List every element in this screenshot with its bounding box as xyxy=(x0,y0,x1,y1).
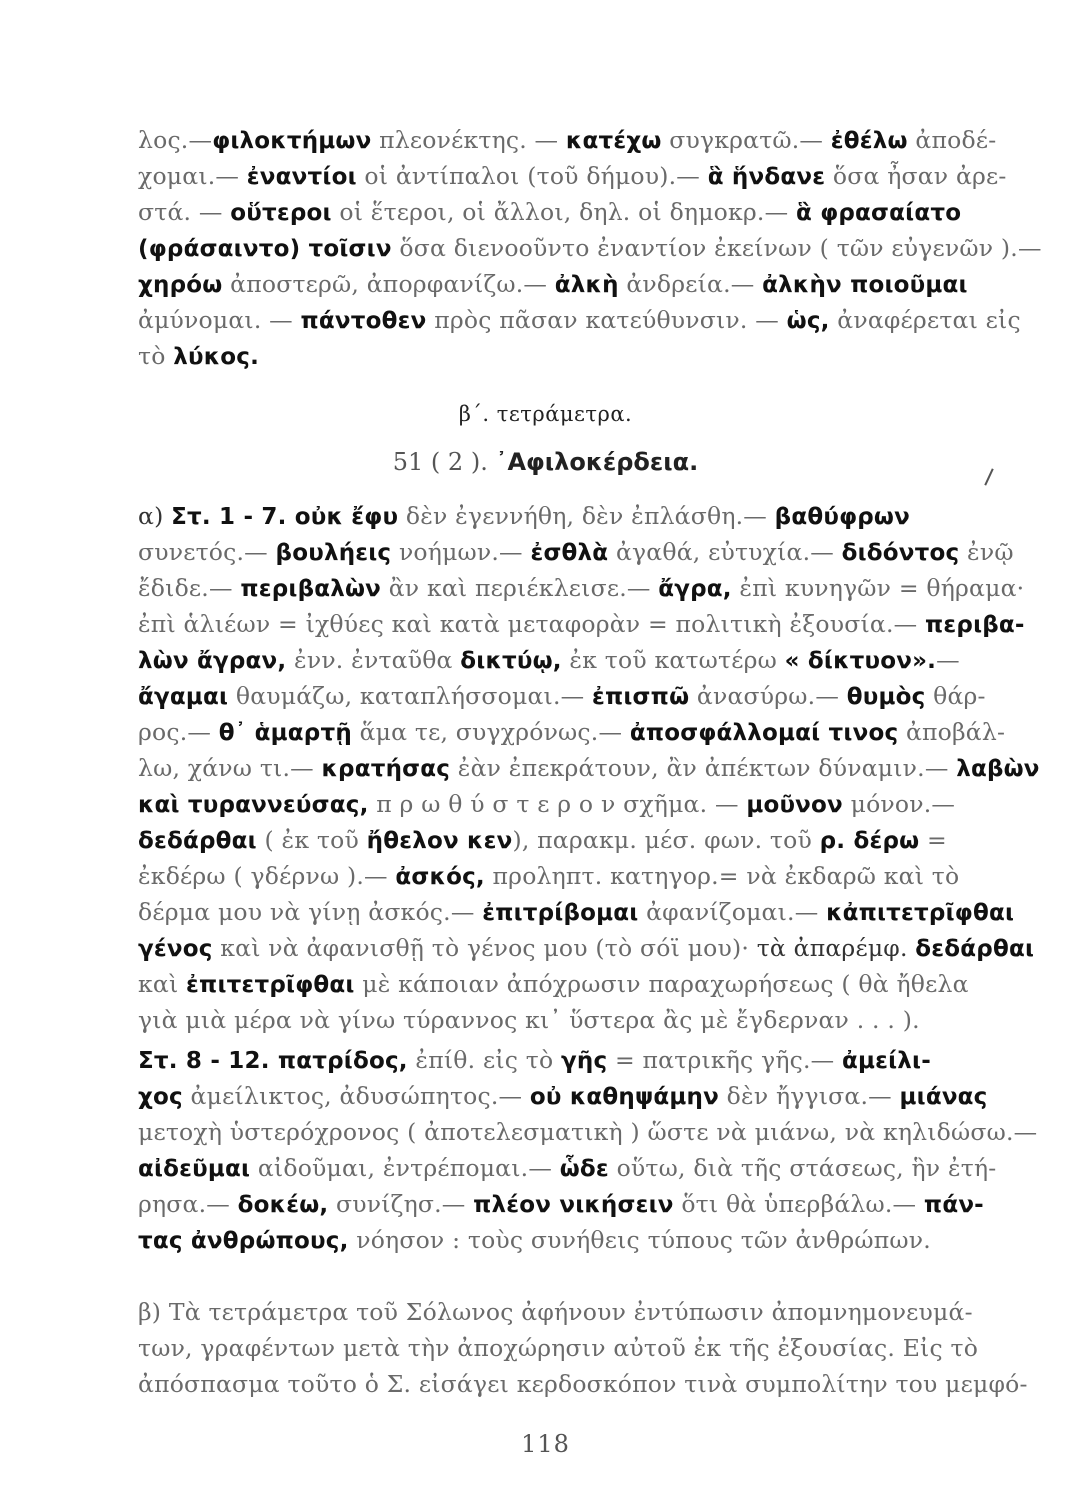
a-line-14a: καὶ xyxy=(138,970,187,998)
a-line-5d: ἐκ τοῦ κατωτέρω xyxy=(561,646,785,674)
b-line-3: ἀπόσπασμα τοῦτο ὁ Σ. εἰσάγει κερδοσκόπον τινὰ συμπολίτην του μεμφό- xyxy=(138,1370,1028,1398)
a-line-12a: δέρμα μου νὰ γίνῃ ἀσκός.— xyxy=(138,898,483,926)
a-line-3c: ἂν καὶ περιέκλεισε.— xyxy=(381,574,659,602)
a-line-5c: δικτύῳ, xyxy=(460,648,562,674)
b-line-2: των, γραφέντων μετὰ τὴν ἀποχώρησιν αὐτοῦ ἐκ τῆς ἐξουσίας. Εἰς τὸ xyxy=(138,1334,979,1362)
a-line-13d: δεδάρθαι xyxy=(915,936,1035,962)
line-7b: λύκος. xyxy=(173,344,260,370)
a-line-2d: ἐσθλὰ xyxy=(530,540,609,566)
a-line-12b: ἐπιτρίβομαι xyxy=(482,900,639,926)
a-line-7c: ἅμα τε, συγχρόνως.— xyxy=(351,718,630,746)
v-line-5d: πλέον νικήσειν xyxy=(473,1192,674,1218)
line-2e: ὅσα ἦσαν ἀρε- xyxy=(825,162,1007,190)
line-6a: ἀμύνομαι. — xyxy=(138,306,301,334)
a-line-10e: ρ. δέρω xyxy=(819,828,920,854)
v-line-1d: γῆς xyxy=(561,1048,608,1074)
v-line-5e: ὅτι θὰ ὑπερβάλω.— xyxy=(673,1190,924,1218)
line-5b: ἀποστερῶ, ἀπορφανίζω.— xyxy=(222,270,555,298)
a-line-6d: ἀνασύρω.— xyxy=(689,682,847,710)
v-line-1e: = πατρικῆς γῆς.— xyxy=(607,1046,842,1074)
line-2c: οἱ ἀντίπαλοι (τοῦ δήμου).— xyxy=(356,162,708,190)
poem-number: 51 ( 2 ). xyxy=(392,448,496,476)
text-line xyxy=(138,820,983,860)
text-line xyxy=(138,964,983,1004)
a-line-4b: περιβα- xyxy=(925,612,1025,638)
v-line-4b: αἰδοῦμαι, ἐντρέπομαι.— xyxy=(250,1154,560,1182)
line-2d: ἃ ἥνδανε xyxy=(707,164,826,190)
a-line-1b: Στ. 1 - 7. xyxy=(171,504,295,530)
text-line xyxy=(138,336,983,376)
text-line xyxy=(138,676,986,716)
a-line-2e: ἀγαθά, εὐτυχία.— xyxy=(608,538,842,566)
text-line xyxy=(138,748,1040,788)
text-line xyxy=(138,120,997,160)
page-number: 118 xyxy=(521,1430,570,1458)
a-line-3b: περιβαλὼν xyxy=(240,576,382,602)
line-5d: ἀνδρεία.— xyxy=(618,270,763,298)
text-line xyxy=(138,156,1007,196)
v-line-5b: δοκέω, xyxy=(237,1192,329,1218)
a-line-5a: λὼν ἄγραν, xyxy=(138,648,287,674)
a-line-6e: θυμὸς xyxy=(846,684,926,710)
a-line-10c: ἤθελον κεν xyxy=(366,828,513,854)
a-line-3d: ἄγρα, xyxy=(658,576,732,602)
a-line-1e: βαθύφρων xyxy=(774,504,910,530)
text-line xyxy=(138,604,1025,644)
a-line-6f: θάρ- xyxy=(925,682,986,710)
v-line-5c: συνίζησ.— xyxy=(328,1190,474,1218)
text-line xyxy=(138,264,983,304)
a-line-10d: ), παρακμ. μέσ. φων. τοῦ xyxy=(512,826,820,854)
b-line-1: β) Τὰ τετράμετρα τοῦ Σόλωνος ἀφήνουν ἐντύπωσιν ἀπομνημονευμά- xyxy=(138,1298,973,1326)
text-line xyxy=(138,568,1025,608)
a-line-13b: καὶ νὰ ἀφανισθῇ τὸ γένος μου (τὸ σόϊ μου)· xyxy=(212,934,757,962)
line-5e: ἀλκὴν ποιοῦμαι xyxy=(762,272,968,298)
v-line-1f: ἀμείλι- xyxy=(842,1048,931,1074)
section-subtitle: β΄. τετράμετρα. xyxy=(458,402,633,426)
line-1c: πλεονέκτης. — xyxy=(371,126,566,154)
a-line-6a: ἄγαμαι xyxy=(138,684,229,710)
a-line-2a: συνετός.— xyxy=(138,538,276,566)
v-line-2a: χος xyxy=(138,1084,183,1110)
a-line-4a: ἐπὶ ἁλιέων = ἰχθύες καὶ κατὰ μεταφορὰν = πολιτικὴ ἐξουσία.— xyxy=(138,610,926,638)
line-6e: ἀναφέρεται εἰς xyxy=(829,306,1021,334)
a-line-8b: κρατήσας xyxy=(321,756,451,782)
line-3b: οὕτεροι xyxy=(230,200,332,226)
a-line-3e: ἐπὶ κυνηγῶν = θήραμα· xyxy=(731,574,1025,602)
v-line-2e: μιάνας xyxy=(899,1084,988,1110)
a-line-11a: ἐκδέρω ( γδέρνω ).— xyxy=(138,862,396,890)
a-line-3a: ἔδιδε.— xyxy=(138,574,241,602)
text-line xyxy=(138,1292,983,1332)
a-line-2g: ἐνῷ xyxy=(959,538,1014,566)
a-line-7b: θ᾿ ἁμαρτῇ xyxy=(218,720,352,746)
a-line-7a: ρος.— xyxy=(138,718,219,746)
a-line-2f: διδόντος xyxy=(841,540,960,566)
text-line xyxy=(138,300,1021,340)
text-line xyxy=(138,1220,983,1260)
a-line-9d: μόνον.— xyxy=(842,790,956,818)
v-line-5a: ρησα.— xyxy=(138,1190,238,1218)
a-line-9a: καὶ τυραννεύσας, xyxy=(138,792,369,818)
a-line-6b: θαυμάζω, καταπλήσσομαι.— xyxy=(228,682,592,710)
text-line xyxy=(138,192,983,232)
a-line-9c: μοῦνον xyxy=(746,792,843,818)
a-line-14b: ἐπιτετρῖφθαι xyxy=(186,972,355,998)
a-line-12c: ἀφανίζομαι.— xyxy=(638,898,827,926)
v-line-1c: ἐπίθ. εἰς τὸ xyxy=(407,1046,562,1074)
v-line-5f: πάν- xyxy=(923,1192,984,1218)
a-line-5b: ἐνν. ἐνταῦθα xyxy=(286,646,461,674)
a-line-8d: λαβὼν xyxy=(956,756,1040,782)
a-line-6c: ἐπισπῶ xyxy=(592,684,690,710)
line-7a: τὸ xyxy=(138,342,174,370)
poem-heading xyxy=(0,448,1091,476)
text-line xyxy=(138,1184,983,1224)
a-line-9b: π ρ ω θ ύ σ τ ε ρ ο ν σχῆμα. — xyxy=(368,790,747,818)
v-line-4c: ὧδε xyxy=(559,1156,609,1182)
line-5a: χηρόω xyxy=(138,272,223,298)
line-1f: ἐθέλω xyxy=(830,128,908,154)
line-1e: συγκρατῶ.— xyxy=(661,126,831,154)
text-line xyxy=(138,640,983,680)
text-line xyxy=(138,1364,1028,1404)
line-2b: ἐναντίοι xyxy=(246,164,357,190)
text-line xyxy=(138,1076,988,1116)
v-line-1b: Στ. 8 - 12. πατρίδος, xyxy=(138,1048,408,1074)
a-line-13c: τὰ ἀπαρέμφ. xyxy=(756,934,916,962)
text-line xyxy=(138,1040,983,1080)
line-3c: οἱ ἕτεροι, οἱ ἄλλοι, δηλ. οἱ δημοκρ.— xyxy=(331,198,796,226)
v-line-2c: οὐ καθηψάμην xyxy=(529,1084,719,1110)
line-1d: κατέχω xyxy=(565,128,662,154)
text-line xyxy=(138,928,1035,968)
text-line xyxy=(138,1112,1038,1152)
a-line-5e: « δίκτυον». xyxy=(784,648,937,674)
a-line-10a: δεδάρθαι xyxy=(138,828,257,854)
a-line-8c: ἐὰν ἐπεκράτουν, ἂν ἀπέκτων δύναμιν.— xyxy=(450,754,957,782)
v-line-2d: δὲν ἤγγισα.— xyxy=(719,1082,900,1110)
a-line-11b: ἀσκός, xyxy=(395,864,485,890)
a-line-13a: γένος xyxy=(138,936,213,962)
a-line-11c: προληπτ. κατηγορ.= νὰ ἐκδαρῶ καὶ τὸ xyxy=(484,862,960,890)
line-6c: πρὸς πᾶσαν κατεύθυνσιν. — xyxy=(426,306,787,334)
poem-title: ᾿Αφιλοκέρδεια. xyxy=(495,448,699,476)
line-1b: φιλοκτήμων xyxy=(212,128,372,154)
line-5c: ἀλκὴ xyxy=(554,272,619,298)
v-line-4d: οὕτω, διὰ τῆς στάσεως, ἣν ἐτή- xyxy=(608,1154,997,1182)
a-line-2c: νοήμων.— xyxy=(391,538,531,566)
a-line-1c: οὐκ ἔφυ xyxy=(294,504,399,530)
a-line-10b: ( ἐκ τοῦ xyxy=(256,826,367,854)
line-3a: στά. — xyxy=(138,198,231,226)
v-line-2b: ἀμείλικτος, ἀδυσώπητος.— xyxy=(182,1082,530,1110)
line-1a: λος.— xyxy=(138,126,213,154)
line-4a: (φράσαιντο) τοῖσιν xyxy=(138,236,392,262)
a-line-15a: γιὰ μιὰ μέρα νὰ γίνω τύραννος κι᾿ ὕστερα ἂς μὲ ἔγδερναν . . . ). xyxy=(138,1006,920,1034)
v-line-6b: νόησον : τοὺς συνήθεις τύπους τῶν ἀνθρώπων. xyxy=(348,1226,931,1254)
text-line xyxy=(138,892,1015,932)
text-line xyxy=(138,1000,983,1040)
a-line-10f: = xyxy=(919,826,947,854)
line-2a: χομαι.— xyxy=(138,162,247,190)
a-line-7d: ἀποσφάλλομαί τινος xyxy=(629,720,899,746)
a-line-8a: λω, χάνω τι.— xyxy=(138,754,322,782)
a-line-2b: βουλήεις xyxy=(275,540,392,566)
v-line-6a: τας ἀνθρώπους, xyxy=(138,1228,349,1254)
a-line-12d: κἀπιτετρῖφθαι xyxy=(826,900,1015,926)
text-line xyxy=(138,712,1006,752)
text-line xyxy=(138,1148,997,1188)
a-line-1a: α) xyxy=(138,502,172,530)
line-4b: ὅσα διενοοῦντο ἐναντίον ἐκείνων ( τῶν εὐγενῶν ).— xyxy=(391,234,1042,262)
text-line xyxy=(138,1328,983,1368)
text-line xyxy=(138,496,983,536)
text-line xyxy=(138,784,983,824)
v-line-4a: αἰδεῦμαι xyxy=(138,1156,251,1182)
text-line xyxy=(138,856,983,896)
text-line xyxy=(138,532,1014,572)
v-line-3a: μετοχὴ ὑστερόχρονος ( ἀποτελεσματικὴ ) ὥστε νὰ μιάνω, νὰ κηλιδώσω.— xyxy=(138,1118,1038,1146)
a-line-5f: — xyxy=(936,646,960,674)
line-6b: πάντοθεν xyxy=(300,308,427,334)
a-line-14c: μὲ κάποιαν ἀπόχρωσιν παραχωρήσεως ( θὰ ἤθελα xyxy=(354,970,969,998)
line-6d: ὡς, xyxy=(786,308,830,334)
line-1g: ἀποδέ- xyxy=(907,126,997,154)
a-line-1d: δὲν ἐγεννήθη, δὲν ἐπλάσθη.— xyxy=(398,502,775,530)
text-line xyxy=(138,228,1042,268)
a-line-7e: ἀποβάλ- xyxy=(898,718,1006,746)
line-3d: ἃ φρασαίατο xyxy=(795,200,962,226)
